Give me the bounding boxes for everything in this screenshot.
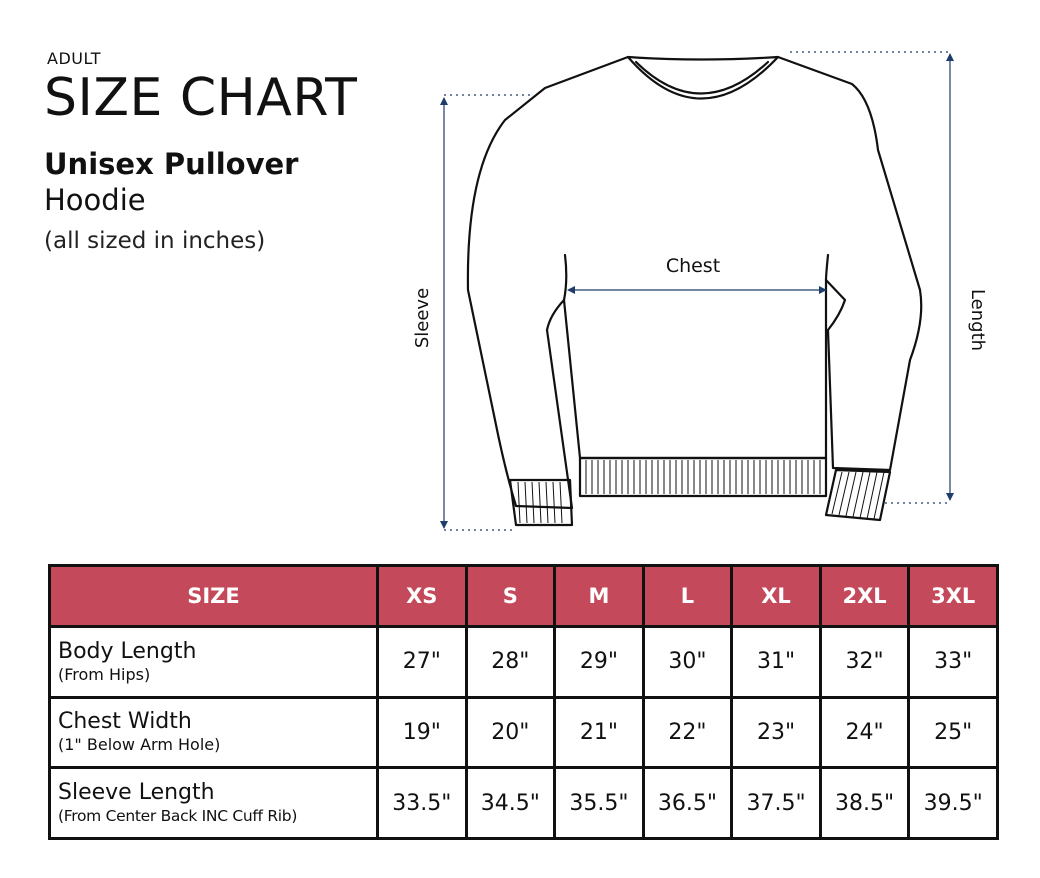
table-cell: 25" — [909, 697, 998, 768]
header-m: M — [555, 566, 644, 627]
table-cell: 20" — [466, 697, 555, 768]
row-subtitle: (From Hips) — [58, 664, 151, 684]
chest-label: Chest — [665, 255, 721, 277]
table-cell: 32" — [820, 627, 909, 698]
size-table — [48, 564, 999, 840]
header-xs: XS — [378, 566, 467, 627]
row-label — [50, 697, 378, 768]
header-2xl: 2XL — [820, 566, 909, 627]
header-xl: XL — [732, 566, 821, 627]
header-l: L — [643, 566, 732, 627]
table-cell: 24" — [820, 697, 909, 768]
row-label — [50, 627, 378, 698]
table-cell: 37.5" — [732, 768, 821, 839]
table-cell: 33.5" — [378, 768, 467, 839]
table-cell: 22" — [643, 697, 732, 768]
audience-label: ADULT — [47, 49, 101, 68]
table-cell: 28" — [466, 627, 555, 698]
table-row-chest-width — [50, 697, 998, 768]
bottom-rib — [580, 458, 826, 496]
table-cell: 33" — [909, 627, 998, 698]
row-title: Body Length — [58, 638, 197, 664]
table-cell: 30" — [643, 627, 732, 698]
row-label — [50, 768, 378, 839]
header-size: SIZE — [50, 566, 378, 627]
collar-inner — [636, 62, 768, 94]
length-label: Length — [967, 288, 988, 352]
table-row-sleeve-length — [50, 768, 998, 839]
row-title: Chest Width — [58, 709, 192, 735]
table-cell: 19" — [378, 697, 467, 768]
table-row-body-length — [50, 627, 998, 698]
table-cell: 36.5" — [643, 768, 732, 839]
sleeve-label: Sleeve — [412, 287, 433, 349]
table-cell: 34.5" — [466, 768, 555, 839]
table-cell: 39.5" — [909, 768, 998, 839]
table-cell: 35.5" — [555, 768, 644, 839]
row-subtitle: (From Center Back INC Cuff Rib) — [58, 807, 298, 826]
product-type: Hoodie — [44, 183, 146, 217]
table-cell: 29" — [555, 627, 644, 698]
table-cell: 23" — [732, 697, 821, 768]
units-note: (all sized in inches) — [44, 228, 266, 254]
product-name: Unisex Pullover — [44, 147, 299, 181]
pullover-body — [468, 57, 921, 508]
table-cell: 21" — [555, 697, 644, 768]
table-header-row — [50, 566, 998, 627]
table-cell: 31" — [732, 627, 821, 698]
page-title: SIZE CHART — [44, 68, 358, 128]
table-cell: 38.5" — [820, 768, 909, 839]
row-subtitle: (1" Below Arm Hole) — [58, 735, 221, 755]
header-3xl: 3XL — [909, 566, 998, 627]
collar — [628, 57, 778, 99]
header-s: S — [466, 566, 555, 627]
table-cell: 27" — [378, 627, 467, 698]
row-title: Sleeve Length — [58, 780, 215, 806]
